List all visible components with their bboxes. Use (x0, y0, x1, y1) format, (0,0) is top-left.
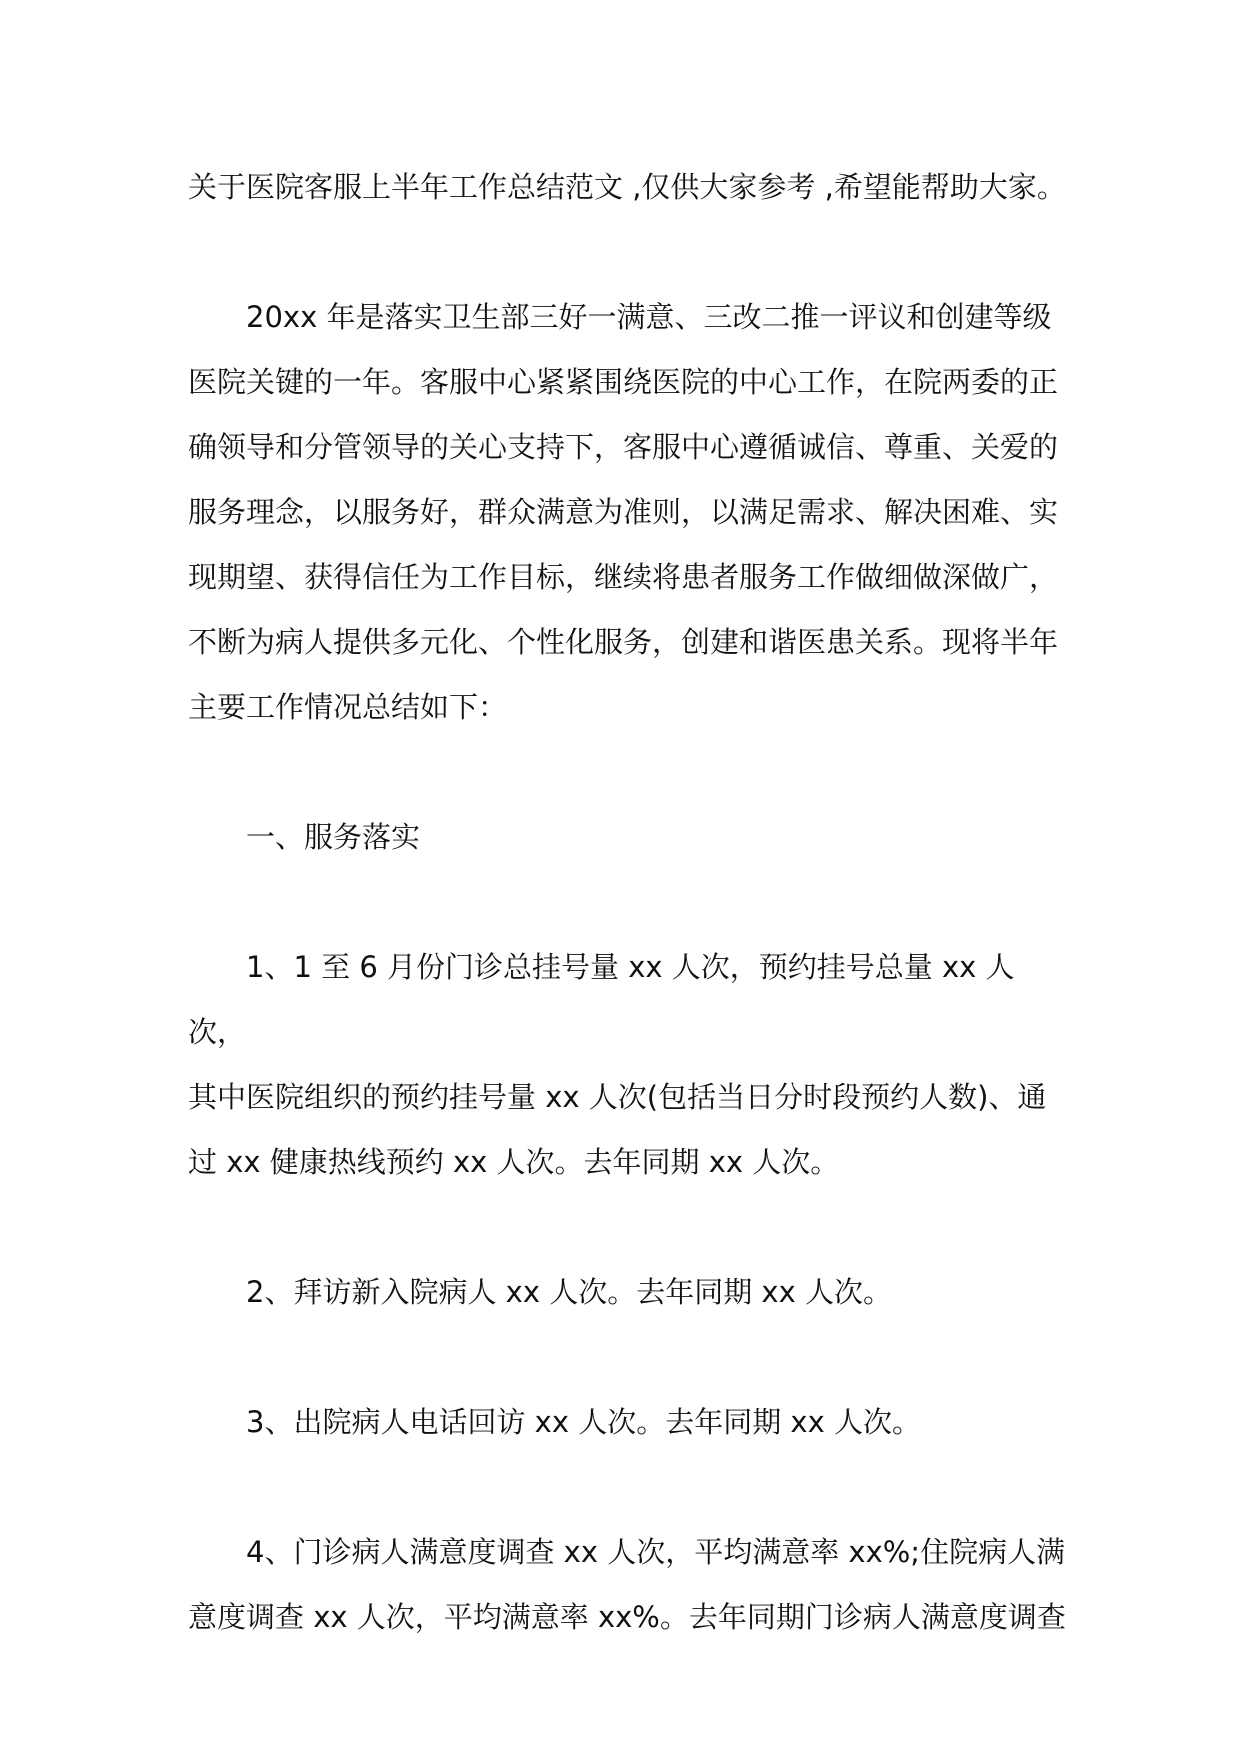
intro-paragraph: 关于医院客服上半年工作总结范文 ,仅供大家参考 ,希望能帮助大家。 (188, 170, 1066, 204)
list-item: 2、拜访新入院病人 xx 人次。去年同期 xx 人次。 (246, 1275, 892, 1309)
document-content (188, 155, 1068, 1650)
list-item: 3、出院病人电话回访 xx 人次。去年同期 xx 人次。 (246, 1405, 921, 1439)
body-paragraph: 20xx 年是落实卫生部三好一满意、三改二推一评议和创建等级 医院关键的一年。客服中心紧紧围绕医院的中心工作，在院两委的正 确领导和分管领导的关心支持下，客服中心遵循诚信、尊重、关爱的 服务理念，以服务好，群众满意为准则，以满足需求、解决困难、实 现期望、获得信任为工作目标，继续将患者服务工作做细做深做广， 不断为病人提供多元化、个性化服务，创建和谐医患关系。现将半年 主要工作情况总结如下： (188, 300, 1059, 724)
list-item: 1、1 至 6 月份门诊总挂号量 xx 人次，预约挂号总量 xx 人次， 其中医院组织的预约挂号量 xx 人次(包括当日分时段预约人数)、通 过 xx 健康热线预约 xx 人次。去年同期 xx 人次。 (188, 950, 1047, 1179)
section-heading: 一、服务落实 (246, 820, 421, 854)
list-item: 4、门诊病人满意度调查 xx 人次，平均满意率 xx%;住院病人满 意度调查 xx 人次，平均满意率 xx%。去年同期门诊病人满意度调查 (188, 1535, 1066, 1634)
